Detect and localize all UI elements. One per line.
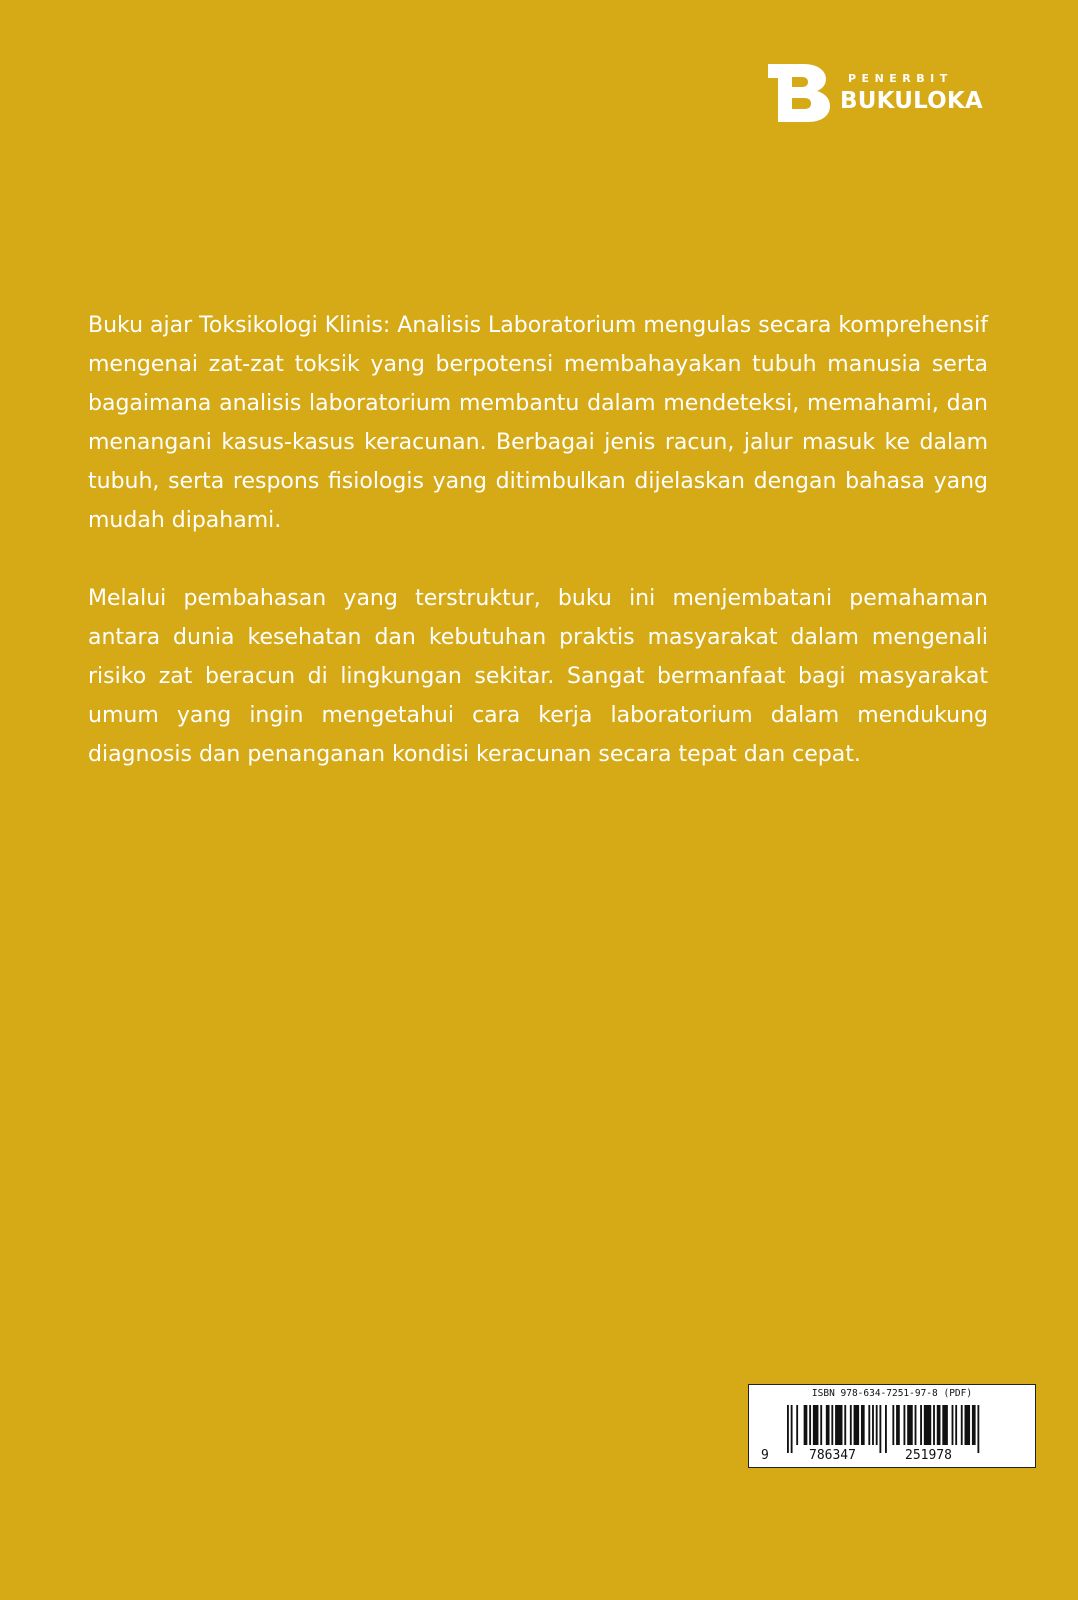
barcode-bar — [903, 1405, 905, 1445]
isbn-barcode — [748, 1384, 1036, 1468]
barcode-bar — [876, 1405, 878, 1445]
barcode-bar — [835, 1405, 842, 1445]
publisher-label-big: BUKULOKA — [840, 88, 983, 114]
barcode-bar — [804, 1405, 808, 1445]
barcode-bar — [933, 1405, 935, 1445]
barcode-bar — [955, 1405, 957, 1445]
barcode-bar — [787, 1405, 789, 1453]
barcode-bar — [915, 1405, 917, 1445]
barcode-bar — [937, 1405, 941, 1445]
isbn-label: ISBN 978-634-7251-97-8 (PDF) — [811, 1388, 973, 1399]
barcode-bar — [844, 1405, 846, 1445]
barcode-bar — [791, 1405, 793, 1453]
publisher-logo-b-icon — [768, 64, 830, 122]
description-paragraph: Melalui pembahasan yang terstruktur, buku ini menjembatani pemahaman antara dunia kesehatan dan kebutuhan praktis masyarakat dalam mengenali risiko zat beracun di lingkungan sekitar. Sangat bermanfaat bagi masyarakat umum yang ingin mengetahui cara kerja laboratorium dalam mendukung diagnosis dan penanganan kondisi keracunan secara tepat dan cepat. — [88, 586, 988, 767]
publisher-logo — [768, 64, 990, 122]
publisher-label-small: PENERBIT — [848, 72, 953, 85]
barcode-bars — [787, 1405, 983, 1453]
barcode-bar — [796, 1405, 798, 1445]
barcode-bar — [924, 1405, 931, 1445]
barcode-bar — [965, 1405, 971, 1445]
barcode-digit-first: 9 — [761, 1448, 769, 1463]
barcode-bar — [961, 1405, 963, 1445]
barcode-digits-right: 251978 — [905, 1448, 952, 1463]
barcode-bar — [813, 1405, 819, 1445]
barcode-bar — [879, 1405, 881, 1453]
barcode-bar — [868, 1405, 870, 1445]
barcode-bar — [977, 1405, 979, 1453]
barcode-digits-left: 786347 — [809, 1448, 856, 1463]
barcode-bar — [942, 1405, 948, 1445]
barcode-bar — [831, 1405, 833, 1445]
barcode-bar — [907, 1405, 913, 1445]
barcode-bar — [896, 1405, 900, 1445]
barcode-bar — [826, 1405, 830, 1445]
barcode-bar — [920, 1405, 922, 1445]
barcode-bar — [861, 1405, 865, 1445]
barcode-bar — [854, 1405, 860, 1445]
barcode-bar — [850, 1405, 852, 1445]
barcode-bar — [809, 1405, 811, 1445]
barcode-bar — [892, 1405, 894, 1445]
description-paragraph: Buku ajar Toksikologi Klinis: Analisis Laboratorium mengulas secara komprehensif mengenai zat-zat toksik yang berpotensi membahayakan tubuh manusia serta bagaimana analisis laboratorium membantu dalam mendeteksi, memahami, dan menangani kasus-kasus keracunan. Berbagai jenis racun, jalur masuk ke dalam tubuh, serta respons fisiologis yang ditimbulkan dijelaskan dengan bahasa yang mudah dipahami. — [88, 313, 988, 533]
barcode-bar — [885, 1405, 887, 1453]
book-description — [88, 306, 988, 813]
barcode-bar — [872, 1405, 874, 1445]
barcode-bar — [972, 1405, 976, 1445]
barcode-bar — [820, 1405, 822, 1445]
barcode-bar — [952, 1405, 954, 1445]
